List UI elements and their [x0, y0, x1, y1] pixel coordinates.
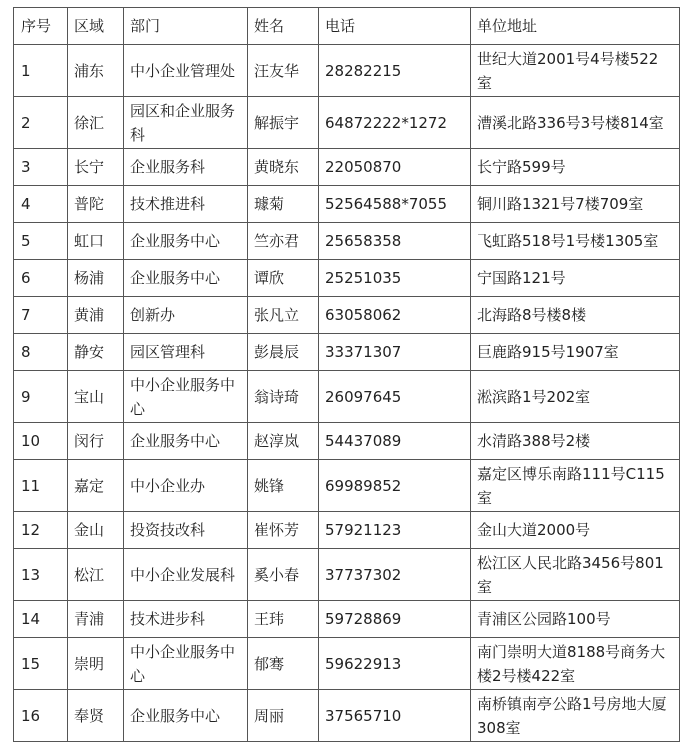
cell-phone: 25658358 — [319, 223, 471, 260]
cell-district: 嘉定 — [68, 460, 124, 512]
cell-department: 投资技改科 — [124, 512, 248, 549]
cell-index: 5 — [14, 223, 68, 260]
table-row — [14, 638, 680, 690]
cell-phone: 28282215 — [319, 45, 471, 97]
cell-name: 赵淳岚 — [248, 423, 319, 460]
contact-table-container — [13, 7, 680, 742]
cell-department: 中小企业发展科 — [124, 549, 248, 601]
cell-department: 中小企业办 — [124, 460, 248, 512]
cell-department: 技术推进科 — [124, 186, 248, 223]
contact-table — [13, 7, 680, 742]
cell-index: 3 — [14, 149, 68, 186]
cell-name: 谭欣 — [248, 260, 319, 297]
cell-name: 奚小春 — [248, 549, 319, 601]
cell-phone: 52564588*7055 — [319, 186, 471, 223]
cell-name: 姚锋 — [248, 460, 319, 512]
cell-phone: 26097645 — [319, 371, 471, 423]
header-address: 单位地址 — [471, 8, 680, 45]
header-department: 部门 — [124, 8, 248, 45]
cell-address: 飞虹路518号1号楼1305室 — [471, 223, 680, 260]
cell-address: 巨鹿路915号1907室 — [471, 334, 680, 371]
cell-district: 杨浦 — [68, 260, 124, 297]
cell-department: 中小企业服务中心 — [124, 638, 248, 690]
cell-index: 7 — [14, 297, 68, 334]
header-index: 序号 — [14, 8, 68, 45]
cell-district: 静安 — [68, 334, 124, 371]
cell-address: 嘉定区博乐南路111号C115室 — [471, 460, 680, 512]
cell-phone: 59622913 — [319, 638, 471, 690]
table-row — [14, 601, 680, 638]
cell-index: 12 — [14, 512, 68, 549]
cell-department: 企业服务中心 — [124, 423, 248, 460]
table-row — [14, 223, 680, 260]
cell-index: 6 — [14, 260, 68, 297]
cell-department: 企业服务中心 — [124, 223, 248, 260]
cell-district: 青浦 — [68, 601, 124, 638]
cell-district: 松江 — [68, 549, 124, 601]
header-phone: 电话 — [319, 8, 471, 45]
cell-phone: 59728869 — [319, 601, 471, 638]
cell-department: 技术进步科 — [124, 601, 248, 638]
header-name: 姓名 — [248, 8, 319, 45]
cell-district: 普陀 — [68, 186, 124, 223]
cell-department: 企业服务中心 — [124, 690, 248, 742]
cell-district: 闵行 — [68, 423, 124, 460]
cell-name: 郁骞 — [248, 638, 319, 690]
cell-address: 水清路388号2楼 — [471, 423, 680, 460]
cell-index: 13 — [14, 549, 68, 601]
cell-district: 虹口 — [68, 223, 124, 260]
table-row — [14, 512, 680, 549]
table-row — [14, 334, 680, 371]
cell-name: 汪友华 — [248, 45, 319, 97]
cell-index: 14 — [14, 601, 68, 638]
table-row — [14, 149, 680, 186]
cell-department: 企业服务中心 — [124, 260, 248, 297]
cell-district: 徐汇 — [68, 97, 124, 149]
table-row — [14, 460, 680, 512]
cell-address: 铜川路1321号7楼709室 — [471, 186, 680, 223]
cell-address: 宁国路121号 — [471, 260, 680, 297]
cell-address: 北海路8号楼8楼 — [471, 297, 680, 334]
cell-name: 翁诗琦 — [248, 371, 319, 423]
cell-address: 淞滨路1号202室 — [471, 371, 680, 423]
header-district: 区域 — [68, 8, 124, 45]
cell-index: 15 — [14, 638, 68, 690]
cell-address: 青浦区公园路100号 — [471, 601, 680, 638]
table-row — [14, 45, 680, 97]
cell-department: 园区管理科 — [124, 334, 248, 371]
cell-phone: 64872222*1272 — [319, 97, 471, 149]
cell-phone: 37737302 — [319, 549, 471, 601]
cell-address: 漕溪北路336号3号楼814室 — [471, 97, 680, 149]
cell-address: 南桥镇南亭公路1号房地大厦308室 — [471, 690, 680, 742]
cell-address: 金山大道2000号 — [471, 512, 680, 549]
cell-district: 奉贤 — [68, 690, 124, 742]
cell-address: 世纪大道2001号4号楼522室 — [471, 45, 680, 97]
cell-phone: 37565710 — [319, 690, 471, 742]
cell-name: 张凡立 — [248, 297, 319, 334]
cell-index: 10 — [14, 423, 68, 460]
cell-index: 4 — [14, 186, 68, 223]
cell-phone: 22050870 — [319, 149, 471, 186]
cell-district: 黄浦 — [68, 297, 124, 334]
table-row — [14, 186, 680, 223]
cell-phone: 69989852 — [319, 460, 471, 512]
cell-phone: 25251035 — [319, 260, 471, 297]
table-row — [14, 260, 680, 297]
cell-department: 创新办 — [124, 297, 248, 334]
cell-district: 浦东 — [68, 45, 124, 97]
cell-department: 中小企业服务中心 — [124, 371, 248, 423]
cell-district: 崇明 — [68, 638, 124, 690]
table-row — [14, 549, 680, 601]
cell-name: 彭晨辰 — [248, 334, 319, 371]
cell-name: 王玮 — [248, 601, 319, 638]
cell-name: 竺亦君 — [248, 223, 319, 260]
cell-index: 8 — [14, 334, 68, 371]
table-row — [14, 371, 680, 423]
cell-index: 11 — [14, 460, 68, 512]
table-row — [14, 97, 680, 149]
table-row — [14, 297, 680, 334]
cell-index: 9 — [14, 371, 68, 423]
table-row — [14, 423, 680, 460]
cell-address: 南门崇明大道8188号商务大楼2号楼422室 — [471, 638, 680, 690]
cell-index: 16 — [14, 690, 68, 742]
cell-department: 园区和企业服务科 — [124, 97, 248, 149]
cell-address: 长宁路599号 — [471, 149, 680, 186]
cell-phone: 33371307 — [319, 334, 471, 371]
cell-address: 松江区人民北路3456号801室 — [471, 549, 680, 601]
cell-phone: 54437089 — [319, 423, 471, 460]
cell-district: 长宁 — [68, 149, 124, 186]
cell-district: 金山 — [68, 512, 124, 549]
cell-department: 企业服务科 — [124, 149, 248, 186]
cell-name: 璩菊 — [248, 186, 319, 223]
cell-name: 周丽 — [248, 690, 319, 742]
cell-district: 宝山 — [68, 371, 124, 423]
cell-department: 中小企业管理处 — [124, 45, 248, 97]
cell-index: 1 — [14, 45, 68, 97]
cell-name: 崔怀芳 — [248, 512, 319, 549]
cell-name: 解振宇 — [248, 97, 319, 149]
cell-index: 2 — [14, 97, 68, 149]
cell-name: 黄晓东 — [248, 149, 319, 186]
table-header-row — [14, 8, 680, 45]
table-row — [14, 690, 680, 742]
cell-phone: 57921123 — [319, 512, 471, 549]
cell-phone: 63058062 — [319, 297, 471, 334]
